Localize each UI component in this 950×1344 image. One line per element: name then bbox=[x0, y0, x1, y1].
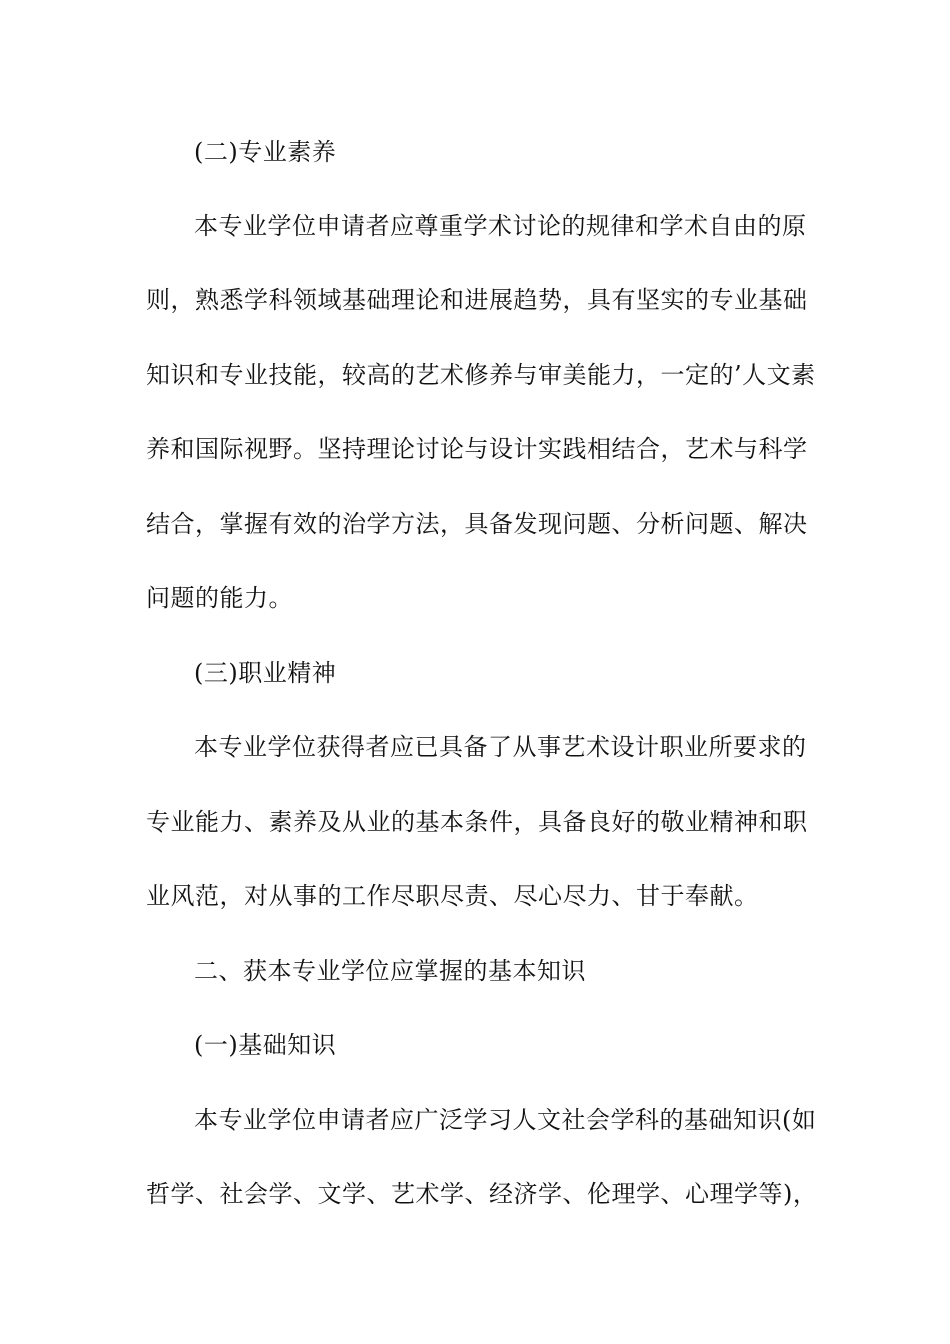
paragraph-line: 专业能力、素养及从业的基本条件，具备良好的敬业精神和职 bbox=[146, 808, 808, 836]
chapter-heading-basic-knowledge: 二、获本专业学位应掌握的基本知识 bbox=[194, 957, 586, 985]
paragraph-line: 哲学、社会学、文学、艺术学、经济学、伦理学、心理学等)， bbox=[146, 1180, 818, 1208]
paragraph-line: 业风范，对从事的工作尽职尽责、尽心尽力、甘于奉献。 bbox=[146, 882, 759, 910]
paragraph-line: 结合，掌握有效的治学方法，具备发现问题、分析问题、解决 bbox=[146, 510, 808, 538]
paragraph-line: 本专业学位获得者应已具备了从事艺术设计职业所要求的 bbox=[194, 733, 807, 761]
paragraph-line: 本专业学位申请者应广泛学习人文社会学科的基础知识(如 bbox=[194, 1106, 817, 1134]
paragraph-line: 问题的能力。 bbox=[146, 584, 293, 612]
section-heading-professional-spirit: (三)职业精神 bbox=[194, 659, 337, 687]
paragraph-line: 养和国际视野。坚持理论讨论与设计实践相结合，艺术与科学 bbox=[146, 435, 808, 463]
section-heading-foundational-knowledge: (一)基础知识 bbox=[194, 1031, 337, 1059]
section-heading-professional-literacy: (二)专业素养 bbox=[194, 138, 337, 166]
paragraph-line: 知识和专业技能，较高的艺术修养与审美能力，一定的’人文素 bbox=[146, 361, 816, 389]
paragraph-line: 本专业学位申请者应尊重学术讨论的规律和学术自由的原 bbox=[194, 212, 807, 240]
paragraph-line: 则，熟悉学科领域基础理论和进展趋势，具有坚实的专业基础 bbox=[146, 286, 808, 314]
